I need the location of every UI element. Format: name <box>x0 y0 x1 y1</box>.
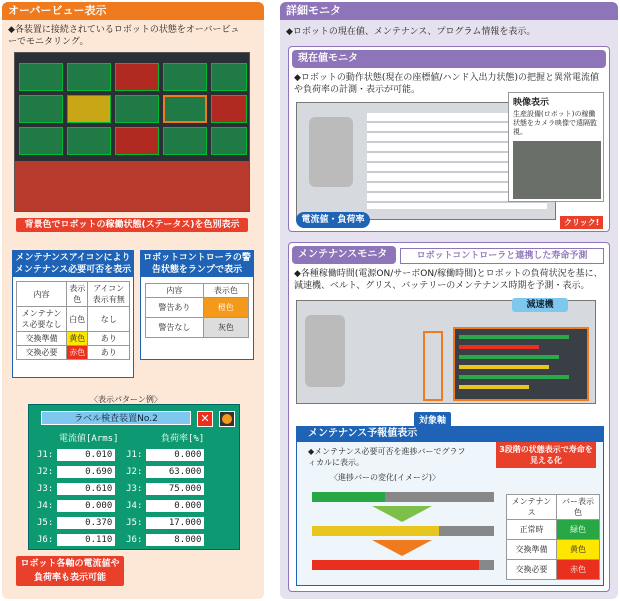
warning-lamp-box <box>140 250 254 360</box>
reducer-list <box>453 327 589 401</box>
col-color: 表示色 <box>203 284 248 298</box>
axis-list <box>423 331 443 401</box>
robot-tile[interactable] <box>67 127 111 155</box>
robot-tile[interactable] <box>115 63 159 91</box>
robot-tile[interactable] <box>163 127 207 155</box>
arrow-down-icon <box>372 506 432 522</box>
status-caption: 背景色でロボットの稼働状態(ステータス)を色別表示 <box>16 218 248 232</box>
video-title: 映像表示 <box>513 98 550 108</box>
current-tag: 電流値・負荷率 <box>296 212 370 228</box>
col-maint: メンテナンス <box>507 495 557 520</box>
progress-change-label: 〈進捗バーの変化(イメージ)〉 <box>330 473 441 482</box>
row-content: メンテナンス必要なし <box>17 307 67 332</box>
robot-image <box>305 315 345 387</box>
row-state: 正常時 <box>507 520 557 540</box>
progress-bar-green <box>312 492 494 502</box>
row-color: 赤色 <box>67 346 88 360</box>
overview-title: オーバービュー表示 <box>2 2 264 20</box>
progress-bar <box>459 335 569 339</box>
progress-bar <box>459 375 569 379</box>
robot-tile[interactable] <box>211 95 247 123</box>
video-desc: 生産設備(ロボット)の稼働状態をカメラ映像で遠隔監視。 <box>513 110 597 136</box>
click-label[interactable]: クリック! <box>560 216 603 229</box>
axis-row: J3: 0.610 J3: 75.000 <box>37 481 204 498</box>
row-content: 警告あり <box>146 298 204 318</box>
forecast-title: メンテナンス予報値表示 <box>296 426 604 442</box>
robot-tile[interactable] <box>19 63 63 91</box>
forecast-bullet: ◆メンテナンス必要可否を進捗バーでグラフィカルに表示。 <box>308 447 466 467</box>
camera-image <box>513 141 601 199</box>
overview-screenshot <box>14 52 250 212</box>
warning-lamp-title: ロボットコントローラの警告状態をランプで表示 <box>141 251 253 277</box>
maintenance-icon-title: メンテナンスアイコンによりメンテナンス必要可否を表示 <box>14 253 132 275</box>
row-color: 黄色 <box>67 332 88 346</box>
axis-rows <box>37 447 204 549</box>
detail-title: 詳細モニタ <box>280 2 618 20</box>
maint-subtitle: ロボットコントローラと連携した寿命予測 <box>400 248 604 264</box>
progress-bar <box>459 355 559 359</box>
maint-monitor-title: メンテナンスモニタ <box>292 246 396 264</box>
row-content: 警告なし <box>146 318 204 338</box>
axis-row: J6: 0.110 J6: 8.000 <box>37 532 204 549</box>
robot-tile[interactable] <box>67 63 111 91</box>
robot-tile[interactable] <box>163 95 207 123</box>
three-stage-note: 3段階の状態表示で寿命を見える化 <box>496 442 596 468</box>
maintenance-icon[interactable]: ✕ <box>197 411 213 427</box>
warning-lamp-icon <box>219 411 235 427</box>
row-icon: あり <box>88 346 130 360</box>
progress-bar <box>459 365 549 369</box>
current-monitor-bullet: ◆ロボットの動作状態(現在の座標値/ハンド入出力状態)の把握と異常電流値や負荷率の計測・表示が可能。 <box>294 73 599 95</box>
robot-tile[interactable] <box>163 63 207 91</box>
row-color: 灰色 <box>203 318 248 338</box>
row-state: 交換必要 <box>507 560 557 580</box>
axis-tag: 対象軸 <box>414 412 451 427</box>
row-icon: なし <box>88 307 130 332</box>
col-content: 内容 <box>146 284 204 298</box>
row-color: 赤色 <box>556 560 599 580</box>
row-color: 緑色 <box>556 520 599 540</box>
maintenance-icon-box <box>12 250 134 378</box>
robot-tile[interactable] <box>211 63 247 91</box>
col-color: 表示色 <box>67 282 88 307</box>
current-monitor-title: 現在値モニタ <box>292 50 606 68</box>
row-state: 交換準備 <box>507 540 557 560</box>
overview-bullet: ◆各装置に接続されているロボットの状態をオーバービューでモニタリング。 <box>8 25 240 47</box>
robot-tile[interactable] <box>19 95 63 123</box>
row-color: 橙色 <box>203 298 248 318</box>
progress-bar-red <box>312 560 494 570</box>
highlight-overlay <box>15 161 249 211</box>
robot-image <box>309 117 353 187</box>
current-header: 電流値[Arms] <box>59 434 119 444</box>
maint-bullet: ◆各種稼働時間(電源ON/サーボON/稼働時間)とロボットの負荷状況を基に、減速機、ベルト、グリス、バッテリーのメンテナンス時期を予測・表示。 <box>294 269 603 291</box>
robot-tile[interactable] <box>211 127 247 155</box>
bar-color-table <box>506 494 600 580</box>
row-icon: あり <box>88 332 130 346</box>
robot-tile[interactable] <box>115 95 159 123</box>
progress-bar <box>459 345 539 349</box>
row-content: 交換必要 <box>17 346 67 360</box>
reducer-tag: 減速機 <box>512 298 568 312</box>
robot-tile[interactable] <box>67 95 111 123</box>
progress-samples <box>312 486 494 578</box>
col-content: 内容 <box>17 282 67 307</box>
device-name: ラベル検査装置No.2 <box>41 411 191 425</box>
row-color: 黄色 <box>556 540 599 560</box>
row-color: 白色 <box>67 307 88 332</box>
maint-monitor-window <box>296 300 596 404</box>
pattern-label: 〈表示パターン例〉 <box>90 395 162 404</box>
device-panel <box>28 404 240 550</box>
load-header: 負荷率[%] <box>161 434 205 444</box>
robot-tile[interactable] <box>19 127 63 155</box>
axis-row: J1: 0.010 J1: 0.000 <box>37 447 204 464</box>
detail-bullet: ◆ロボットの現在値、メンテナンス、プログラム情報を表示。 <box>286 27 536 37</box>
progress-bar-yellow <box>312 526 494 536</box>
video-box <box>508 92 604 202</box>
arrow-down-icon <box>372 540 432 556</box>
axis-note: ロボット各軸の電流値や負荷率も表示可能 <box>16 556 124 586</box>
axis-row: J2: 0.690 J2: 63.000 <box>37 464 204 481</box>
row-content: 交換準備 <box>17 332 67 346</box>
axis-row: J4: 0.000 J4: 0.000 <box>37 498 204 515</box>
axis-row: J5: 0.370 J5: 17.000 <box>37 515 204 532</box>
col-icon: アイコン表示有無 <box>88 282 130 307</box>
robot-tile[interactable] <box>115 127 159 155</box>
progress-bar <box>459 385 529 389</box>
col-bar-color: バー表示色 <box>556 495 599 520</box>
